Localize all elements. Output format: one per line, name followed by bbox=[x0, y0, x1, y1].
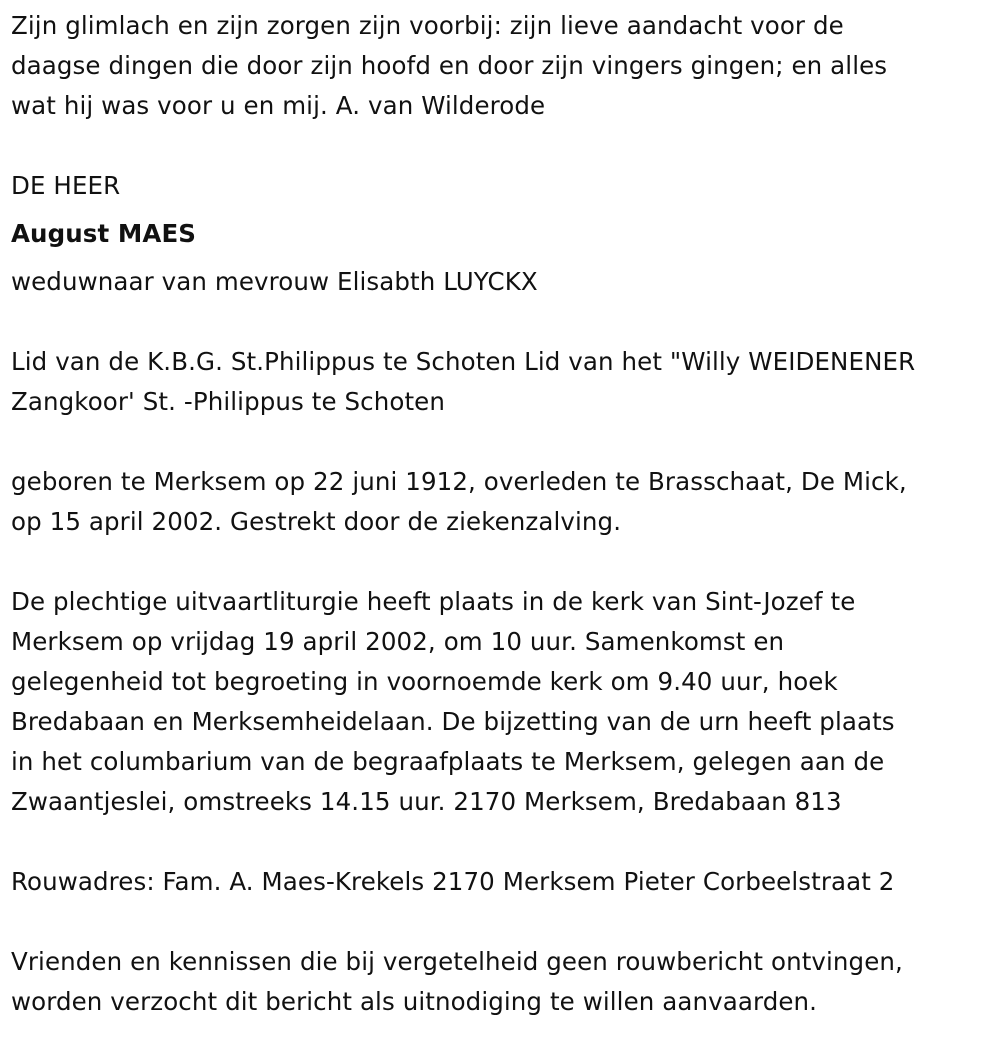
closing-line: worden verzocht dit bericht als uitnodiging te willen aanvaarden. bbox=[11, 987, 818, 1016]
memberships-block bbox=[11, 342, 986, 422]
quote-line: daagse dingen die door zijn hoofd en door zijn vingers gingen; en alles bbox=[11, 51, 888, 80]
funeral-line: De plechtige uitvaartliturgie heeft plaats in de kerk van Sint-Jozef te bbox=[11, 587, 856, 616]
person-name: August MAES bbox=[11, 219, 197, 248]
membership-line: Lid van de K.B.G. St.Philippus te Schoten Lid van het "Willy WEIDENENER bbox=[11, 347, 916, 376]
life-line: geboren te Merksem op 22 juni 1912, overleden te Brasschaat, De Mick, bbox=[11, 467, 907, 496]
funeral-line: Zwaantjeslei, omstreeks 14.15 uur. 2170 Merksem, Bredabaan 813 bbox=[11, 787, 842, 816]
life-line: op 15 april 2002. Gestrekt door de ziekenzalving. bbox=[11, 507, 622, 536]
funeral-line: gelegenheid tot begroeting in voornoemde kerk om 9.40 uur, hoek bbox=[11, 667, 838, 696]
quote-block bbox=[11, 6, 986, 126]
closing-line: Vrienden en kennissen die bij vergetelheid geen rouwbericht ontvingen, bbox=[11, 947, 903, 976]
membership-line: Zangkoor' St. -Philippus te Schoten bbox=[11, 387, 445, 416]
person-relation: weduwnaar van mevrouw Elisabth LUYCKX bbox=[11, 267, 538, 296]
person-title: DE HEER bbox=[11, 171, 121, 200]
funeral-line: Bredabaan en Merksemheidelaan. De bijzetting van de urn heeft plaats bbox=[11, 707, 895, 736]
obituary-document bbox=[11, 6, 986, 1022]
funeral-block bbox=[11, 582, 986, 822]
life-block bbox=[11, 462, 986, 542]
quote-line: wat hij was voor u en mij. A. van Wilderode bbox=[11, 91, 546, 120]
closing-block bbox=[11, 942, 986, 1022]
quote-line: Zijn glimlach en zijn zorgen zijn voorbij: zijn lieve aandacht voor de bbox=[11, 11, 844, 40]
funeral-line: Merksem op vrijdag 19 april 2002, om 10 uur. Samenkomst en bbox=[11, 627, 785, 656]
funeral-line: in het columbarium van de begraafplaats te Merksem, gelegen aan de bbox=[11, 747, 885, 776]
mourning-address: Rouwadres: Fam. A. Maes-Krekels 2170 Merksem Pieter Corbeelstraat 2 bbox=[11, 867, 895, 896]
